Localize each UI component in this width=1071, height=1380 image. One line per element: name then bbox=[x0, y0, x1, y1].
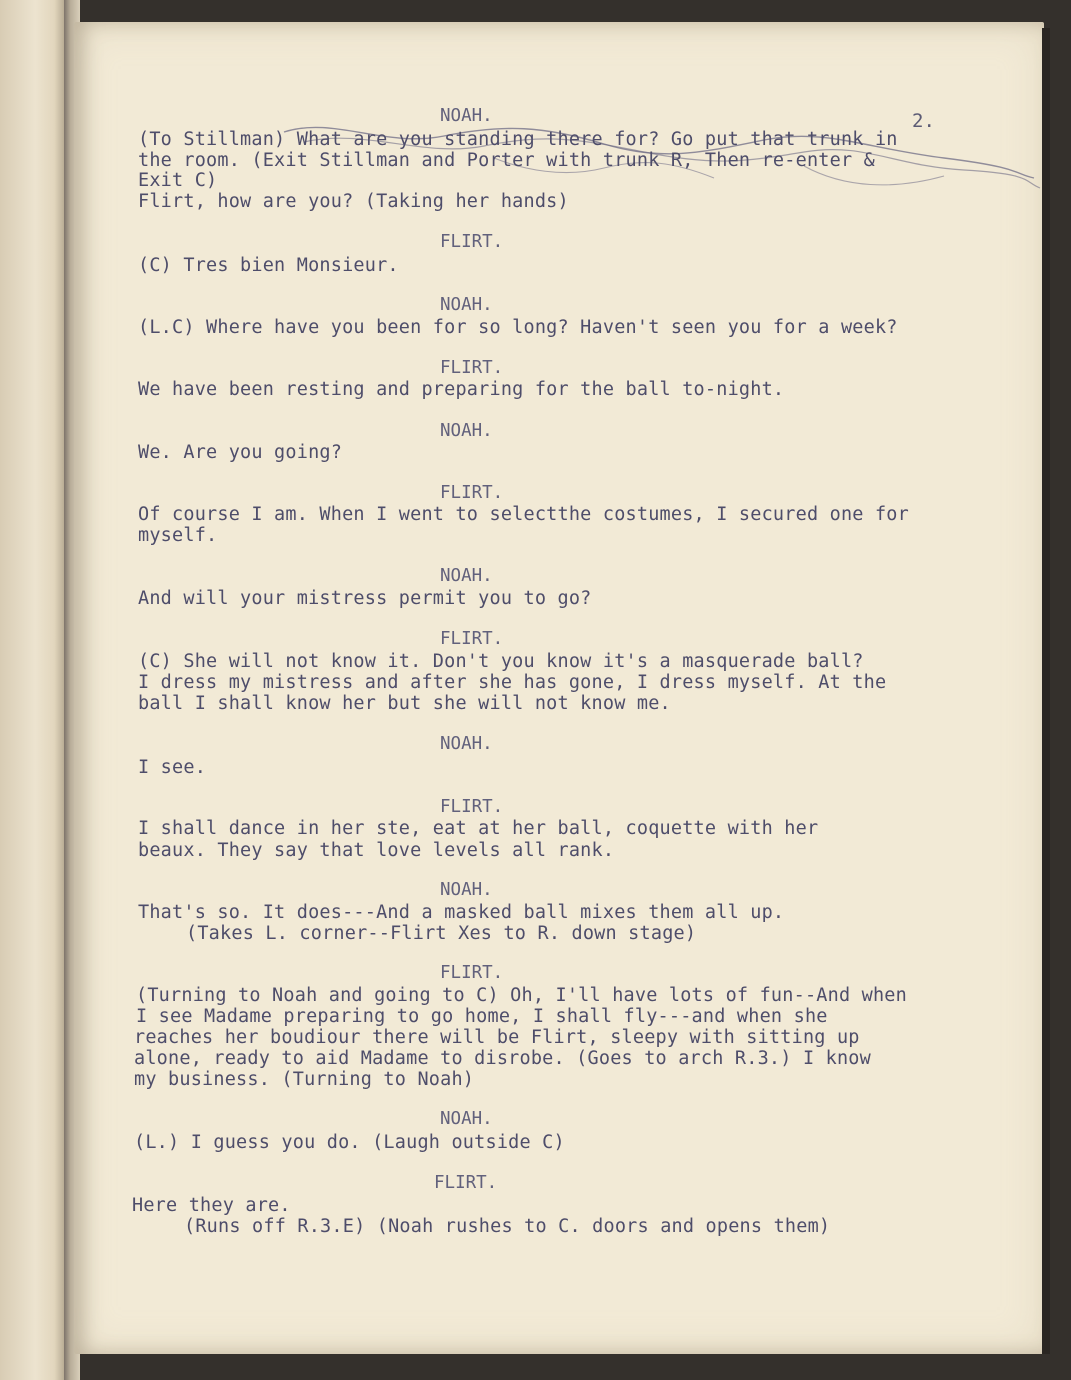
page-number: 2. bbox=[912, 110, 935, 132]
dialogue-line: myself. bbox=[138, 525, 218, 546]
dialogue-line: Flirt, how are you? (Taking her hands) bbox=[138, 191, 569, 212]
stage-direction: (Takes L. corner--Flirt Xes to R. down stage) bbox=[186, 923, 697, 944]
speaker-heading: NOAH. bbox=[440, 566, 493, 586]
dialogue-line: We. Are you going? bbox=[138, 442, 343, 463]
dialogue-line: (C) She will not know it. Don't you know it's a masquerade ball? bbox=[138, 651, 864, 672]
speaker-heading: NOAH. bbox=[440, 880, 493, 900]
speaker-heading: NOAH. bbox=[440, 1109, 493, 1129]
dialogue-line: We have been resting and preparing for the ball to-night. bbox=[138, 379, 785, 400]
speaker-heading: FLIRT. bbox=[440, 963, 504, 983]
typescript-page bbox=[74, 22, 1044, 1354]
dialogue-line: That's so. It does---And a masked ball mixes them all up. bbox=[138, 902, 785, 923]
speaker-heading: FLIRT. bbox=[434, 1173, 498, 1193]
dialogue-line: I see. bbox=[138, 757, 207, 778]
dialogue-line: (To Stillman) What are you standing there for? Go put that trunk in bbox=[138, 129, 898, 150]
dialogue-line: ball I shall know her but she will not know me. bbox=[138, 693, 671, 714]
dialogue-line: And will your mistress permit you to go? bbox=[138, 588, 592, 609]
speaker-heading: FLIRT. bbox=[440, 232, 504, 252]
dialogue-line: alone, ready to aid Madame to disrobe. (Goes to arch R.3.) I know bbox=[134, 1048, 871, 1069]
dialogue-line: (C) Tres bien Monsieur. bbox=[138, 255, 399, 276]
dialogue-line: (L.C) Where have you been for so long? Haven't seen you for a week? bbox=[138, 317, 898, 338]
dialogue-line: I dress my mistress and after she has gone, I dress myself. At the bbox=[138, 672, 887, 693]
dialogue-line: (L.) I guess you do. (Laugh outside C) bbox=[134, 1132, 565, 1153]
speaker-heading: NOAH. bbox=[440, 295, 493, 315]
speaker-heading: NOAH. bbox=[440, 421, 493, 441]
speaker-heading: NOAH. bbox=[440, 106, 493, 126]
speaker-heading: FLIRT. bbox=[440, 358, 504, 378]
dialogue-line: I see Madame preparing to go home, I shall fly---and when she bbox=[136, 1006, 828, 1027]
dialogue-line: Exit C) bbox=[138, 170, 218, 191]
dialogue-line: beaux. They say that love levels all rank. bbox=[138, 840, 615, 861]
speaker-heading: FLIRT. bbox=[440, 629, 504, 649]
speaker-heading: FLIRT. bbox=[440, 797, 504, 817]
dialogue-line: (Turning to Noah and going to C) Oh, I'll have lots of fun--And when bbox=[136, 985, 907, 1006]
dialogue-line: the room. (Exit Stillman and Porter with trunk R, Then re-enter & bbox=[138, 150, 875, 171]
stage-direction: (Runs off R.3.E) (Noah rushes to C. doors and opens them) bbox=[184, 1216, 831, 1237]
dialogue-line: I shall dance in her ste, eat at her ball, coquette with her bbox=[138, 818, 819, 839]
speaker-heading: NOAH. bbox=[440, 734, 493, 754]
speaker-heading: FLIRT. bbox=[440, 483, 504, 503]
dialogue-line: reaches her boudiour there will be Flirt, sleepy with sitting up bbox=[134, 1027, 860, 1048]
facing-page-edge bbox=[0, 0, 64, 1380]
dialogue-line: Here they are. bbox=[132, 1195, 291, 1216]
dialogue-line: my business. (Turning to Noah) bbox=[134, 1069, 475, 1090]
dialogue-line: Of course I am. When I went to selectthe costumes, I secured one for bbox=[138, 504, 909, 525]
